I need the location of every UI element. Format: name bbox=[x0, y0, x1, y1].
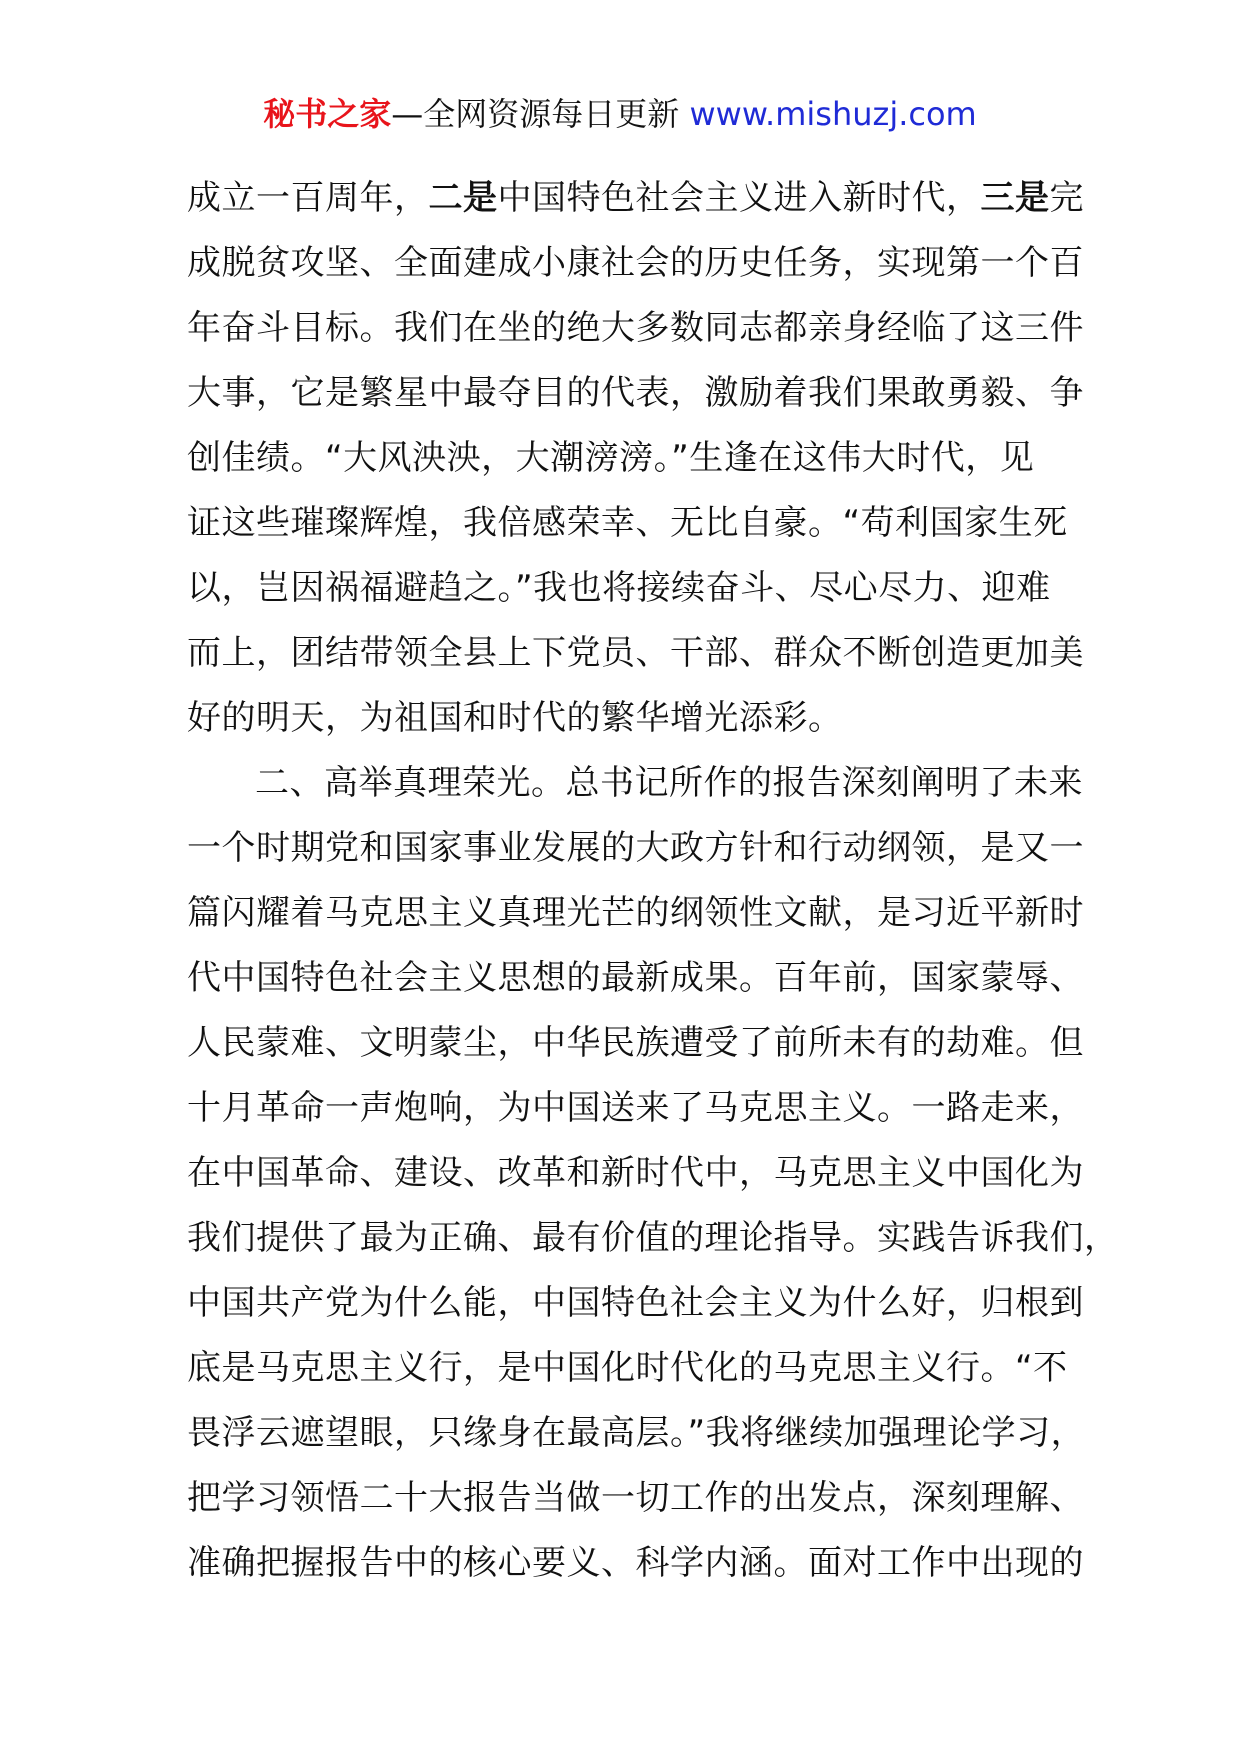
text-line: 人民蒙难、文明蒙尘，中华民族遭受了前所未有的劫难。但 bbox=[187, 1023, 1084, 1063]
text-line: 中国共产党为什么能，中国特色社会主义为什么好，归根到 bbox=[187, 1283, 1084, 1323]
site-header bbox=[0, 94, 1240, 134]
site-url-link[interactable]: www.mishuzj.com bbox=[689, 95, 977, 133]
text-line: 以，岂因祸福避趋之。”我也将接续奋斗、尽心尽力、迎难 bbox=[187, 568, 1051, 608]
text-line: 大事，它是繁星中最夺目的代表，激励着我们果敢勇毅、争 bbox=[187, 373, 1084, 413]
text-run: 完 bbox=[1049, 178, 1084, 218]
text-line: 证这些璀璨辉煌，我倍感荣幸、无比自豪。“苟利国家生死 bbox=[187, 503, 1068, 543]
text-line: 成脱贫攻坚、全面建成小康社会的历史任务，实现第一个百 bbox=[187, 243, 1084, 283]
text-line: 把学习领悟二十大报告当做一切工作的出发点，深刻理解、 bbox=[187, 1478, 1084, 1518]
text-line bbox=[187, 166, 1084, 231]
text-line: 创佳绩。“大风泱泱，大潮滂滂。”生逢在这伟大时代，见 bbox=[187, 438, 1035, 478]
text-line: 代中国特色社会主义思想的最新成果。百年前，国家蒙辱、 bbox=[187, 958, 1084, 998]
text-line: 二、高举真理荣光。总书记所作的报告深刻阐明了未来 bbox=[255, 763, 1083, 803]
text-line: 一个时期党和国家事业发展的大政方针和行动纲领，是又一 bbox=[187, 828, 1084, 868]
site-slogan: —全网资源每日更新 bbox=[391, 95, 690, 133]
text-run: 中国特色社会主义进入新时代， bbox=[497, 178, 981, 218]
text-line: 畏浮云遮望眼，只缘身在最高层。”我将继续加强理论学习， bbox=[187, 1413, 1086, 1453]
text-line: 在中国革命、建设、改革和新时代中，马克思主义中国化为 bbox=[187, 1153, 1084, 1193]
text-line: 好的明天，为祖国和时代的繁华增光添彩。 bbox=[187, 698, 843, 738]
bold-text: 二是 bbox=[428, 178, 498, 218]
site-brand: 秘书之家 bbox=[263, 95, 392, 133]
text-line: 十月革命一声炮响，为中国送来了马克思主义。一路走来， bbox=[187, 1088, 1084, 1128]
bold-text: 三是 bbox=[980, 178, 1050, 218]
text-run: 成立一百周年， bbox=[187, 178, 429, 218]
text-line: 年奋斗目标。我们在坐的绝大多数同志都亲身经临了这三件 bbox=[187, 308, 1084, 348]
text-line: 篇闪耀着马克思主义真理光芒的纲领性文献，是习近平新时 bbox=[187, 893, 1084, 933]
text-line: 而上，团结带领全县上下党员、干部、群众不断创造更加美 bbox=[187, 633, 1084, 673]
text-line: 底是马克思主义行，是中国化时代化的马克思主义行。“不 bbox=[187, 1348, 1068, 1388]
document-body bbox=[187, 166, 1119, 1596]
text-line: 我们提供了最为正确、最有价值的理论指导。实践告诉我们， bbox=[187, 1218, 1119, 1258]
text-line: 准确把握报告中的核心要义、科学内涵。面对工作中出现的 bbox=[187, 1543, 1084, 1583]
